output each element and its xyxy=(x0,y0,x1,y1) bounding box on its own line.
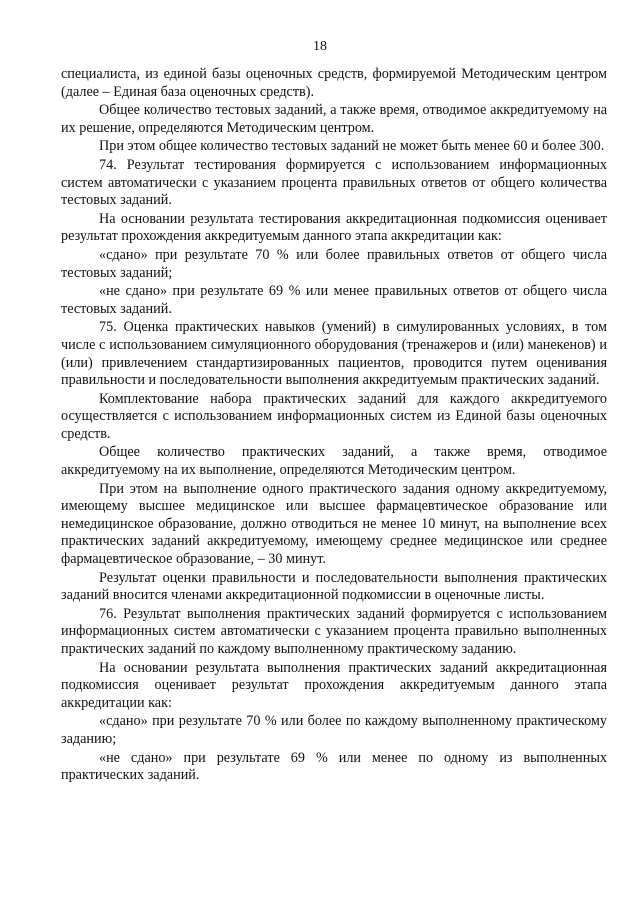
page-number: 18 xyxy=(313,39,327,54)
paragraph-test-count-time: Общее количество тестовых заданий, а также время, отводимое аккредитуемому на их решение, определяются Методическим центром. xyxy=(61,102,607,136)
paragraph-76-practical-result: 76. Результат выполнения практических заданий формируется с использованием информационных систем автоматически с указанием процента правильно выполненных практических заданий по каждому выполненному практическому заданию. xyxy=(61,605,607,657)
paragraph-practical-evaluation: На основании результата выполнения практических заданий аккредитационная подкомиссия оценивает результат прохождения аккредитуемым данного этапа аккредитации как: xyxy=(61,659,607,711)
paragraph-test-count-limits: При этом общее количество тестовых заданий не может быть менее 60 и более 300. xyxy=(99,138,605,155)
paragraph-practical-count-time: Общее количество практических заданий, а также время, отводимое аккредитуемому на их выполнение, определяются Методическим центром. xyxy=(61,444,607,479)
paragraph-74-test-result: 74. Результат тестирования формируется с использованием информационных систем автоматически с указанием процента правильных ответов от общего количества тестовых заданий. xyxy=(61,156,607,209)
paragraph-test-evaluation: На основании результата тестирования аккредитационная подкомиссия оценивает результат прохождения аккредитуемым данного этапа аккредитации как: xyxy=(61,210,607,245)
paragraph-75-practical-skills: 75. Оценка практических навыков (умений) в симулированных условиях, в том числе с использованием симуляционного оборудования (тренажеров и (или) манекенов) и (или) привлечением стандартизированных пациентов, проводится путем оценивания правильности и последовательности выполнения аккредитуемым практических заданий. xyxy=(61,319,607,389)
paragraph-practical-failed: «не сдано» при результате 69 % или менее по одному из выполненных практических заданий. xyxy=(61,749,607,784)
paragraph-practical-set: Комплектование набора практических заданий для каждого аккредитуемого осуществляется с использованием информационных систем из Единой базы оценочных средств. xyxy=(61,390,607,442)
paragraph-continuation: специалиста, из единой базы оценочных средств, формируемой Методическим центром (далее – Единая база оценочных средств). xyxy=(61,66,607,100)
paragraph-test-passed: «сдано» при результате 70 % или более правильных ответов от общего числа тестовых заданий; xyxy=(61,246,607,281)
paragraph-practical-passed: «сдано» при результате 70 % или более по каждому выполненному практическому заданию; xyxy=(61,713,607,747)
paragraph-test-failed: «не сдано» при результате 69 % или менее правильных ответов от общего числа тестовых заданий. xyxy=(61,283,607,317)
paragraph-evaluation-sheets: Результат оценки правильности и последовательности выполнения практических заданий вносится членами аккредитационной подкомиссии в оценочные листы. xyxy=(61,569,607,604)
paragraph-practical-time-limits: При этом на выполнение одного практического задания одному аккредитуемому, имеющему высшее медицинское или высшее фармацевтическое образование или немедицинское образование, должно отводиться не менее 10 минут, на выполнение всех практических заданий аккредитуемому, имеющему среднее медицинское или среднее фармацевтическое образование, – 30 минут. xyxy=(61,480,607,568)
document-body xyxy=(61,66,607,786)
